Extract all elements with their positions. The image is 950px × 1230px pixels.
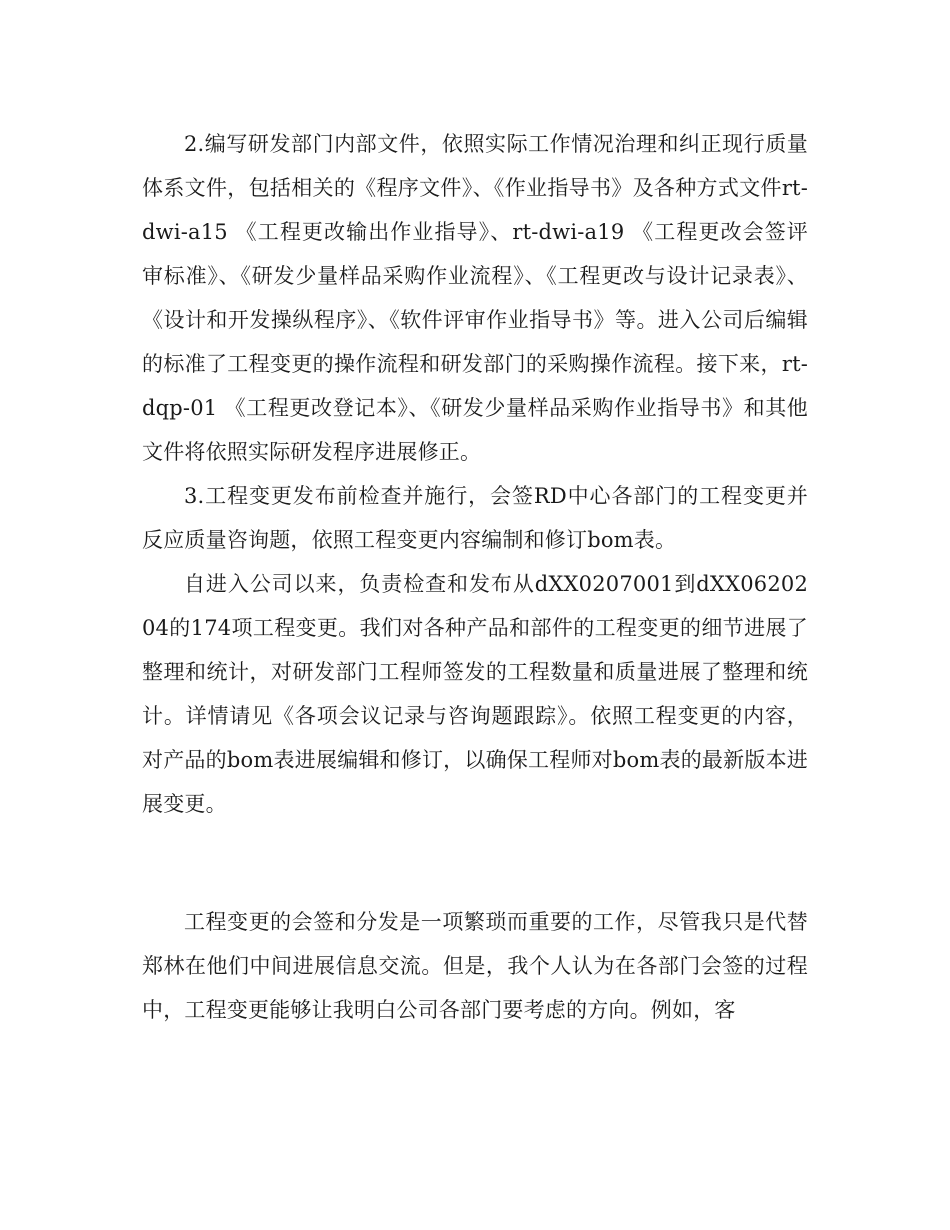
paragraph-change-release: 3.工程变更发布前检查并施行，会签RD中心各部门的工程变更并反应质量咨询题，依照工程变更内容编制和修订bom表。 [142, 484, 808, 552]
paragraph-document-preparation: 2.编写研发部门内部文件，依照实际工作情况治理和纠正现行质量体系文件，包括相关的《程序文件》、《作业指导书》及各种方式文件rt-dwi-a15 《工程更改输出作业指导》、rt-dwi-a19 《工程更改会签评审标准》、《研发少量样品采购作业流程》、《工程更改与设计记录表》、《设计和开发操纵程序》、《软件评审作业指导书》等。进入公司后编辑的标准了工程变更的操作流程和研发部门的采购操作流程。接下来，rt-dqp-01 《工程更改登记本》、《研发少量样品采购作业指导书》和其他文件将依照实际研发程序进展修正。 [142, 132, 808, 464]
paragraph-change-statistics: 自进入公司以来，负责检查和发布从dXX0207001到dXX0620204的174项工程变更。我们对各种产品和部件的工程变更的细节进展了整理和统计，对研发部门工程师签发的工程数量和质量进展了整理和统计。详情请见《各项会议记录与咨询题跟踪》。依照工程变更的内容，对产品的bom表进展编辑和修订，以确保工程师对bom表的最新版本进展变更。 [142, 572, 808, 816]
paragraph-countersign-reflection: 工程变更的会签和分发是一项繁琐而重要的工作，尽管我只是代替郑林在他们中间进展信息交流。但是，我个人认为在各部门会签的过程中，工程变更能够让我明白公司各部门要考虑的方向。例如，客 [142, 910, 808, 1022]
document-body [142, 122, 808, 1032]
